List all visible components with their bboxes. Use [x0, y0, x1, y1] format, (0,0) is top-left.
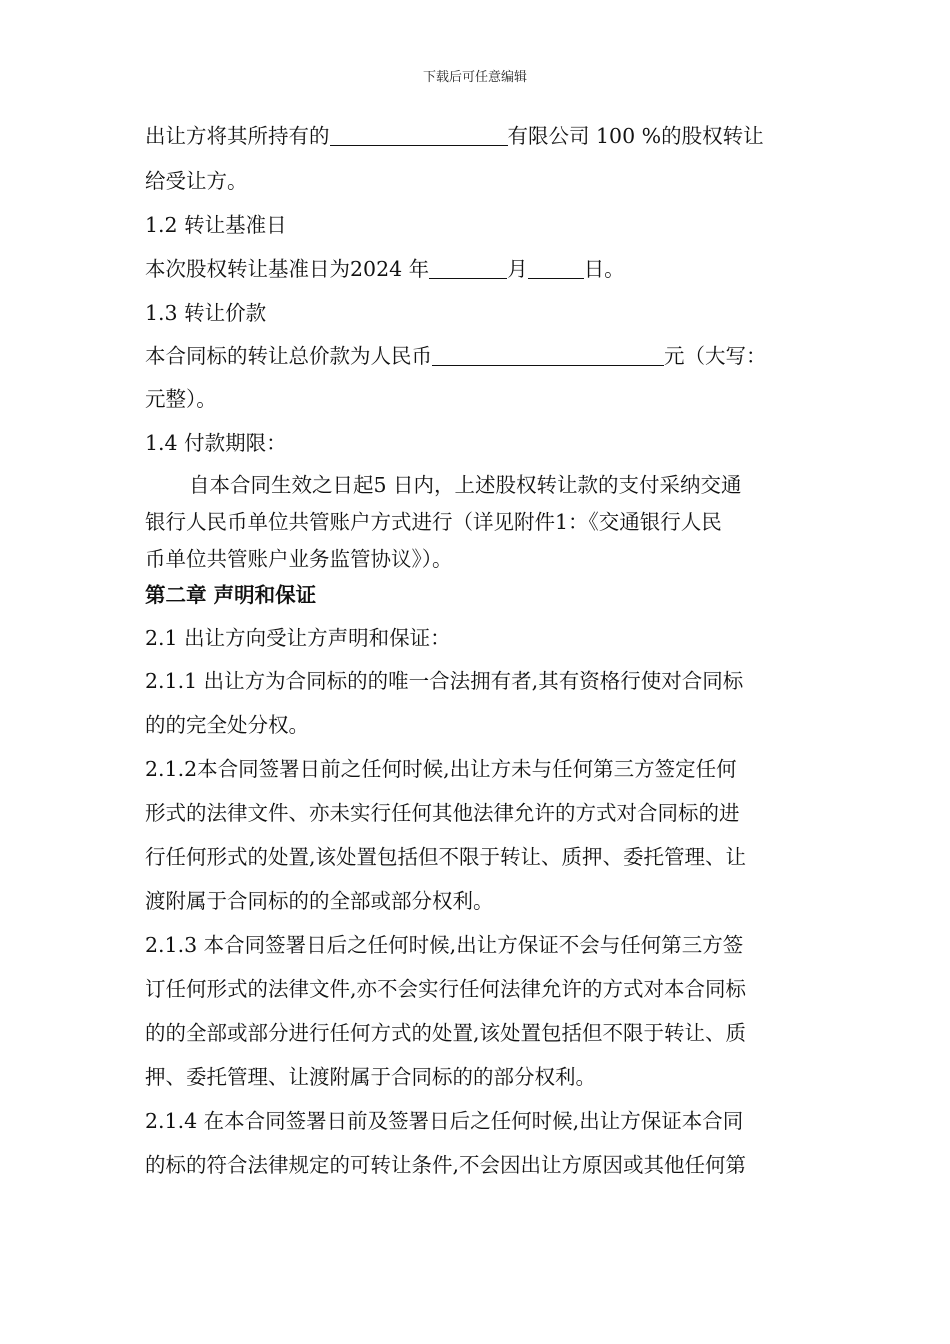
paragraph-line: 渡附属于合同标的的全部或部分权利。 — [145, 889, 494, 913]
paragraph-line: 2.1.3 本合同签署日后之任何时候,出让方保证不会与任何第三方签 — [145, 933, 744, 957]
chapter-heading: 第二章 声明和保证 — [145, 583, 317, 607]
paragraph-line — [145, 341, 767, 371]
paragraph-line: 自本合同生效之日起5 日内，上述股权转让款的支付采纳交通 — [189, 473, 742, 497]
section-heading-1-4: 1.4 付款期限： — [145, 431, 287, 455]
paragraph-line: 2.1.4 在本合同签署日前及签署日后之任何时候,出让方保证本合同 — [145, 1109, 744, 1133]
text: 出让方将其所持有的 — [145, 124, 330, 148]
section-heading-1-3: 1.3 转让价款 — [145, 301, 267, 325]
text: 本次股权转让基准日为2024 年 — [145, 257, 430, 281]
paragraph-line: 行任何形式的处置,该处置包括但不限于转让、质押、委托管理、让 — [145, 845, 747, 869]
section-heading-2-1: 2.1 出让方向受让方声明和保证： — [145, 626, 451, 650]
header-note: 下载后可任意编辑 — [422, 70, 527, 85]
text: 日。 — [583, 257, 625, 281]
paragraph-line — [145, 254, 625, 284]
paragraph-line: 的的完全处分权。 — [145, 713, 309, 737]
paragraph-line: 元整）。 — [145, 387, 217, 411]
text: 月 — [507, 257, 528, 281]
section-heading-1-2: 1.2 转让基准日 — [145, 213, 287, 237]
paragraph-line: 的的全部或部分进行任何方式的处置,该处置包括但不限于转让、质 — [145, 1021, 747, 1045]
paragraph-line: 押、委托管理、让渡附属于合同标的的部分权利。 — [145, 1065, 596, 1089]
paragraph-line: 币单位共管账户业务监管协议》）。 — [145, 547, 453, 571]
fill-blank-day — [528, 258, 584, 279]
fill-blank-company — [330, 125, 508, 146]
fill-blank-month — [429, 258, 507, 279]
paragraph-line: 形式的法律文件、亦未实行任何其他法律允许的方式对合同标的进 — [145, 801, 740, 825]
text: 元（大写： — [664, 344, 767, 368]
paragraph-line: 2.1.1 出让方为合同标的的唯一合法拥有者,其有资格行使对合同标 — [145, 669, 744, 693]
paragraph-line — [145, 121, 764, 151]
paragraph-line: 订任何形式的法律文件,亦不会实行任何法律允许的方式对本合同标 — [145, 977, 747, 1001]
text: 本合同标的转让总价款为人民币 — [145, 344, 432, 368]
paragraph-line: 2.1.2本合同签署日前之任何时候,出让方未与任何第三方签定任何 — [145, 757, 737, 781]
text: 有限公司 100 %的股权转让 — [507, 124, 764, 148]
paragraph-line: 的标的符合法律规定的可转让条件,不会因出让方原因或其他任何第 — [145, 1153, 747, 1177]
fill-blank-price — [432, 345, 664, 366]
paragraph-line: 银行人民币单位共管账户方式进行（详见附件1：《交通银行人民 — [145, 510, 722, 534]
paragraph-line: 给受让方。 — [145, 169, 248, 193]
